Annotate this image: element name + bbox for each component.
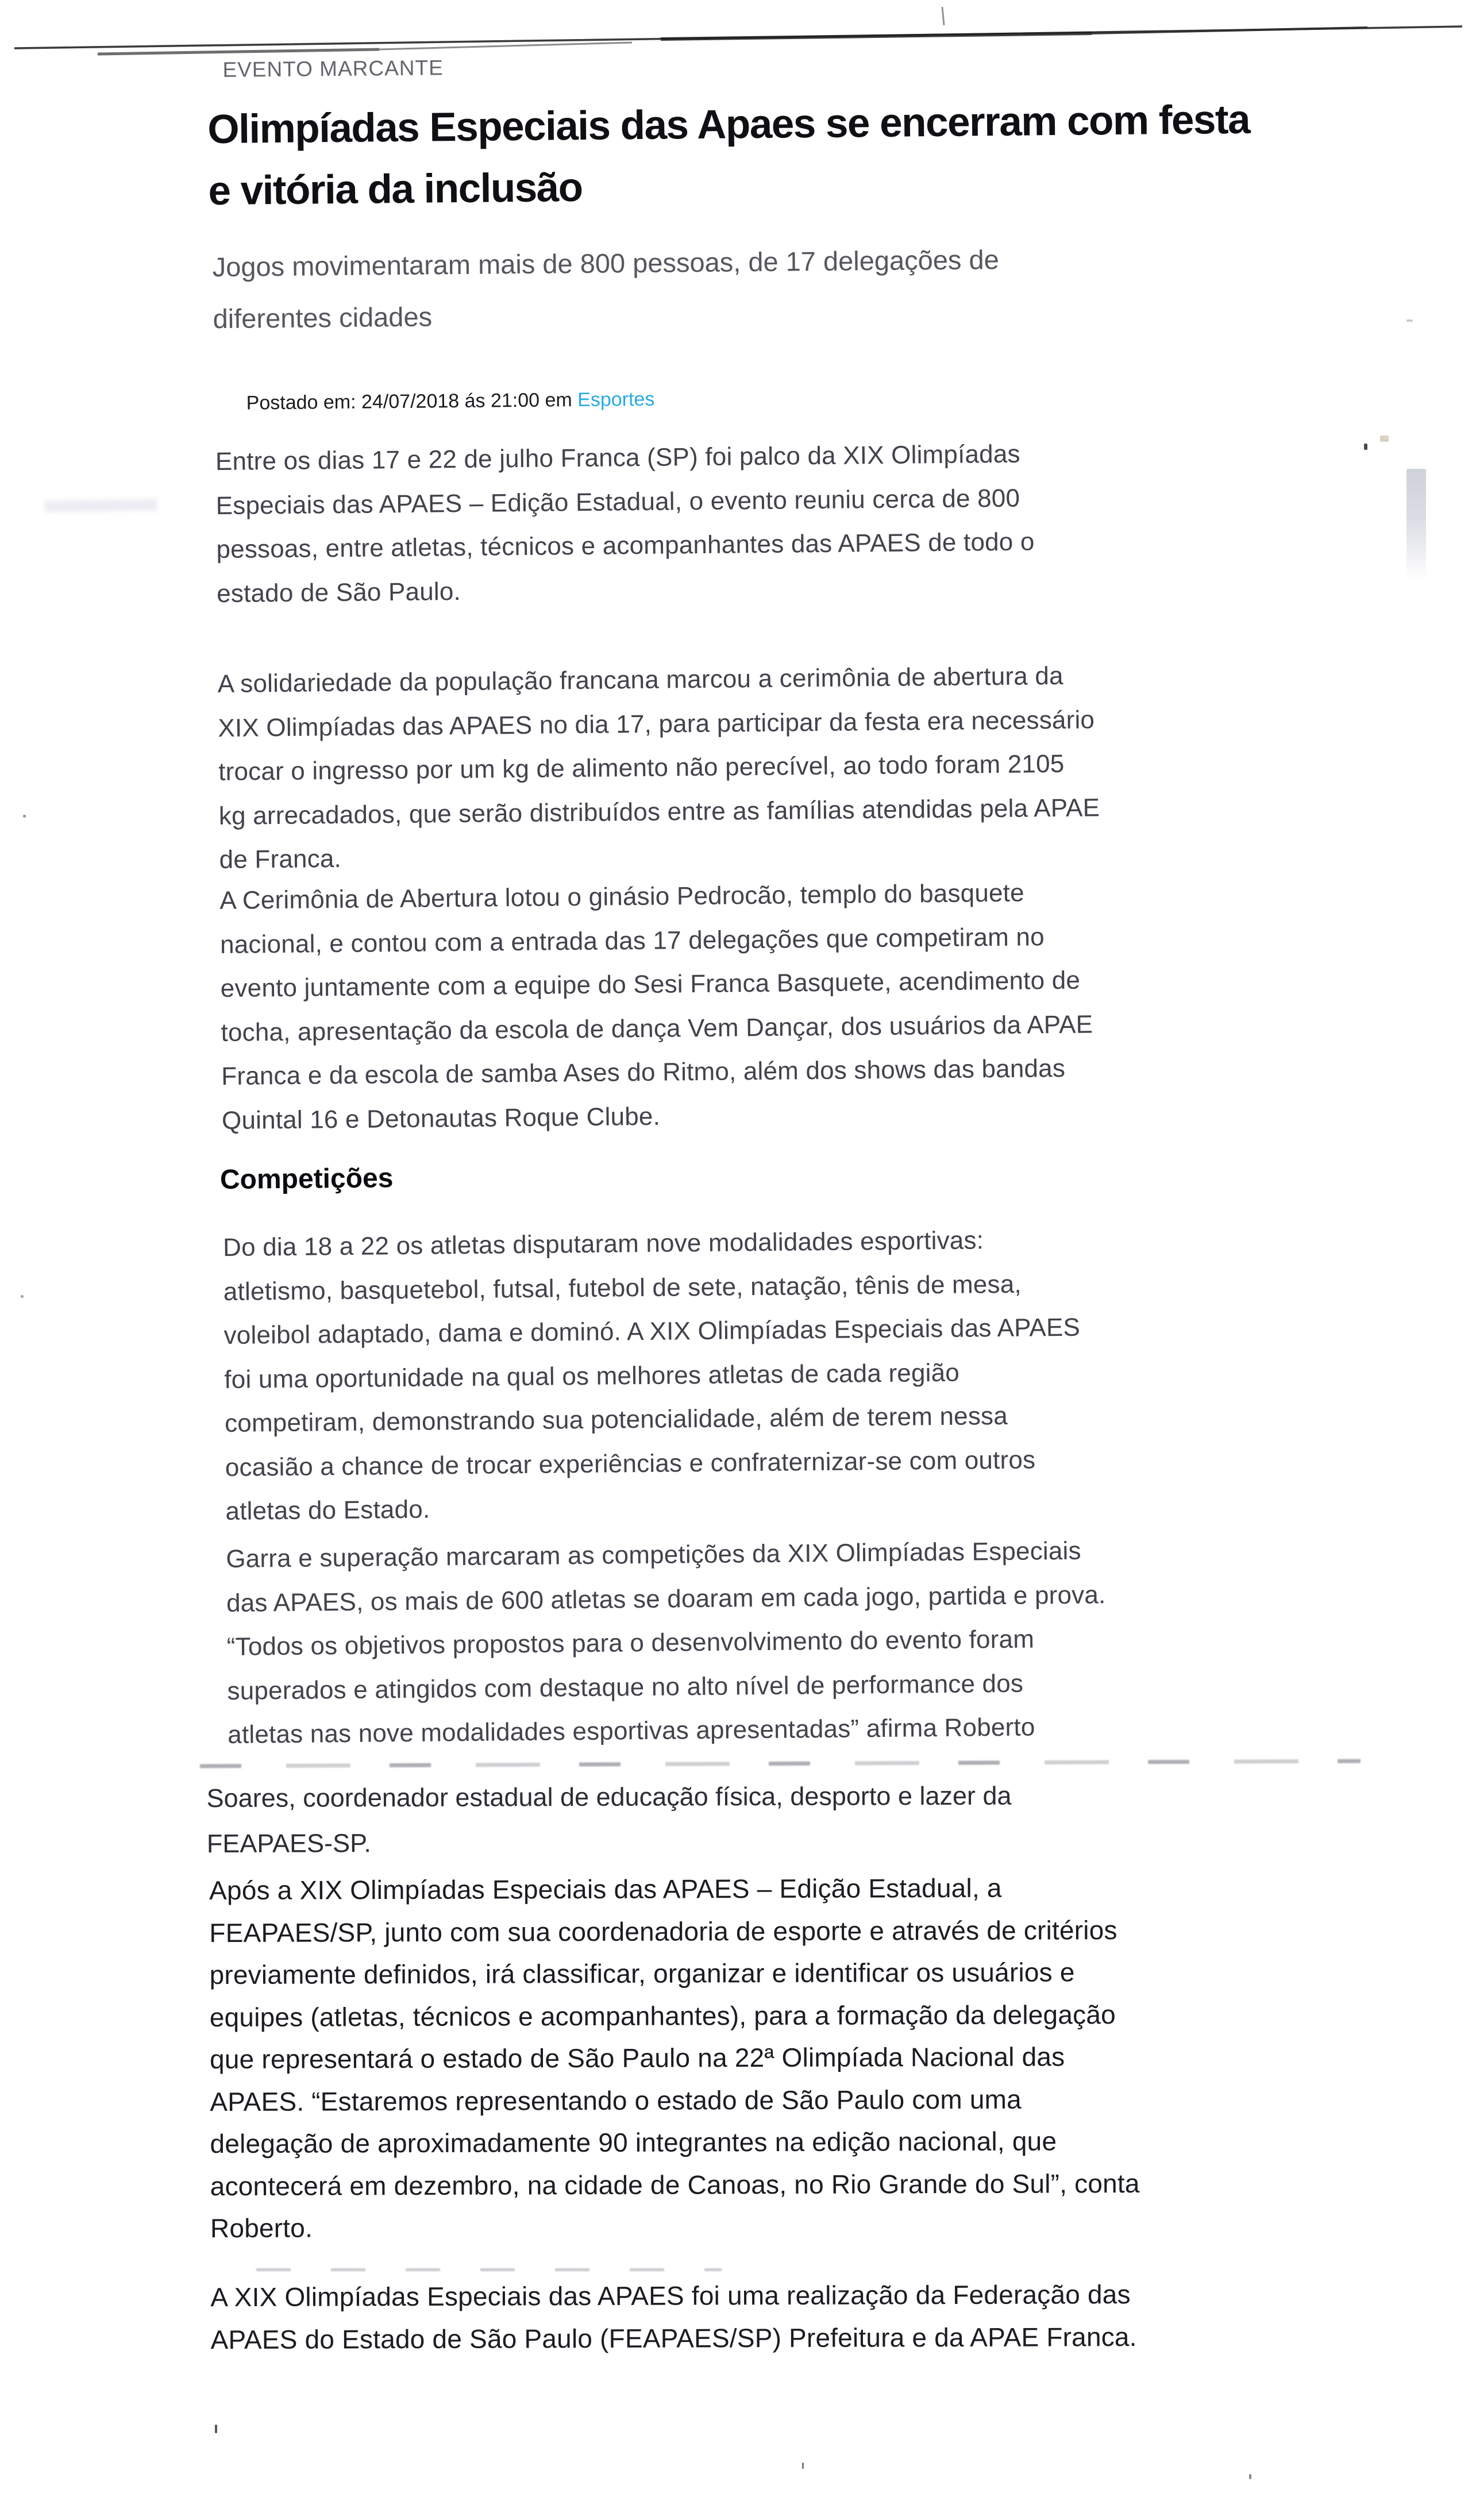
paragraph-1: Entre os dias 17 e 22 de julho Franca (SP) foi palco da XIX Olimpíadas Especiais das APAES – Edição Estadual, o evento reuniu cerca de 800 pessoas, entre atletas, técnicos e acompanhantes das APAES de todo o estado de São Paulo. — [215, 440, 1035, 608]
posted-date-text: Postado em: 24/07/2018 ás 21:00 em — [246, 388, 578, 414]
paragraph-2: A solidariedade da população francana marcou a cerimônia de abertura da XIX Olimpíadas das APAES no dia 17, para participar da festa era necessário trocar o ingresso por um kg de alimento não perecível, ao todo foram 2105 kg arrecadados, que serão distribuídos entre as famílias atendidas pela APAE de Franca. — [217, 661, 1100, 874]
scan-speck — [1249, 2474, 1251, 2479]
scan-speck — [23, 815, 26, 818]
paragraph-5: Garra e superação marcaram as competições da XIX Olimpíadas Especiais das APAES, os mais de 600 atletas se doaram em cada jogo, partida e prova. “Todos os objetivos propostos para o desenvolvimento do evento foram superados e atingidos com destaque no alto nível de performance dos atletas nas nove modalidades esportivas apresentadas” afirma Roberto — [226, 1536, 1106, 1749]
scan-artifact-scrollbar-ghost — [1406, 469, 1426, 581]
paragraph-8: A XIX Olimpíadas Especiais das APAES foi uma realização da Federação das APAES do Estado de São Paulo (FEAPAES/SP) Prefeitura e da APAE Franca. — [210, 2279, 1137, 2355]
article-headline: Olimpíadas Especiais das Apaes se encerram com festa e vitória da inclusão — [207, 97, 1250, 214]
section-heading-competicoes: Competições — [219, 1163, 394, 1196]
article-subtitle: Jogos movimentaram mais de 800 pessoas, de 17 delegações de diferentes cidades — [212, 244, 999, 334]
category-label: EVENTO MARCANTE — [222, 56, 444, 82]
paragraph-3: A Cerimônia de Abertura lotou o ginásio Pedrocão, templo do basquete nacional, e contou com a entrada das 17 delegações que competiram no evento juntamente com a equipe do Sesi Franca Basquete, acendimento de tocha, apresentação da escola de dança Vem Dançar, dos usuários da APAE Franca e da escola de samba Ases do Ritmo, além dos shows das bandas Quintal 16 e Detonautas Roque Clube. — [219, 878, 1093, 1135]
paragraph-4: Do dia 18 a 22 os atletas disputaram nove modalidades esportivas: atletismo, basquetebol, futsal, futebol de sete, natação, tênis de mesa, voleibol adaptado, dama e dominó. A XIX Olimpíadas Especiais das APAES foi uma oportunidade na qual os melhores atletas de cada região competiram, demonstrando sua potencialidade, além de terem nessa ocasião a chance de trocar experiências e confraternizar-se com outros atletas do Estado. — [222, 1226, 1081, 1525]
paragraph-6: Soares, coordenador estadual de educação física, desporto e lazer da FEAPAES-SP. — [206, 1781, 1012, 1859]
scan-speck — [1364, 444, 1367, 450]
scan-speck — [215, 2425, 217, 2433]
scan-artifact-smudge-2 — [256, 2268, 722, 2271]
scan-speck — [21, 1295, 24, 1298]
scan-speck — [1380, 436, 1389, 442]
paragraph-7: Após a XIX Olimpíadas Especiais das APAES – Edição Estadual, a FEAPAES/SP, junto com sua coordenadoria de esporte e através de critérios previamente definidos, irá classificar, organizar e identificar os usuários e equipes (atletas, técnicos e acompanhantes), para a formação da delegação que representará o estado de São Paulo na 22ª Olimpíada Nacional das APAES. “Estaremos representando o estado de São Paulo com uma delegação de aproximadamente 90 integrantes na edição nacional, que acontecerá em dezembro, na cidade de Canoas, no Rio Grande do Sul”, conta Roberto. — [209, 1872, 1140, 2244]
category-link-esportes[interactable]: Esportes — [577, 388, 655, 411]
scan-artifact-smudge-left — [45, 499, 157, 512]
scan-speck — [802, 2463, 804, 2469]
scan-speck — [1406, 319, 1413, 322]
